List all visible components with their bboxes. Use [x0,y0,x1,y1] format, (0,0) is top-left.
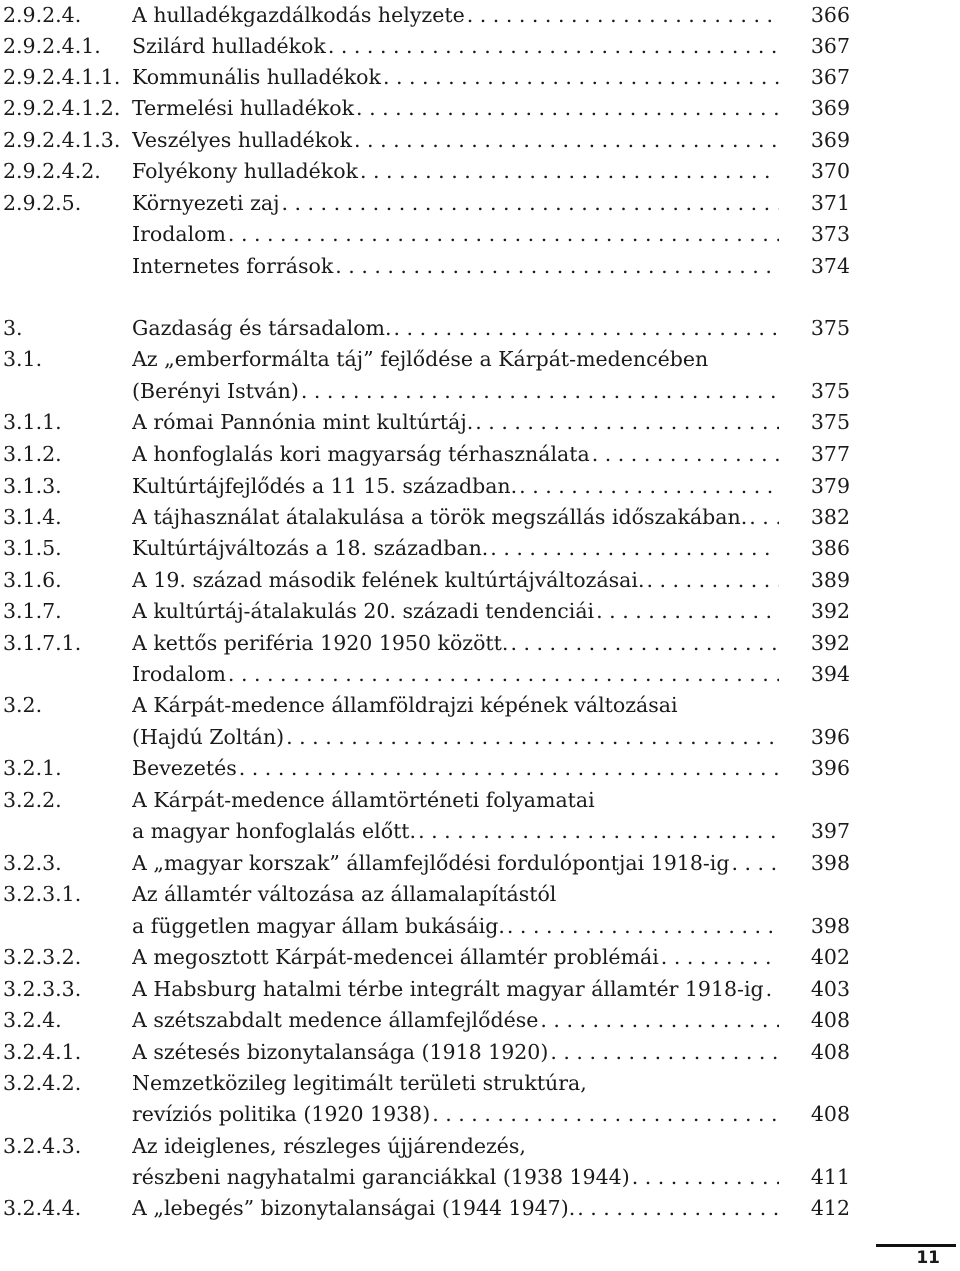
toc-entry-number: 2.9.2.4.1.1. [3,65,121,89]
toc-entry-title-line [132,596,779,627]
toc-entry-page: 370 [810,159,850,183]
toc-entry-number: 2.9.2.4.1.3. [3,128,121,152]
toc-entry [0,785,960,816]
dot-leader [577,1193,779,1224]
toc-entry-number: 2.9.2.4.2. [3,159,101,183]
dot-leader [550,1037,779,1068]
toc-entry-page: 394 [810,662,850,686]
toc-entry [0,848,960,879]
toc-entry-number: 3.2.3.1. [3,882,82,906]
footer-rule [876,1244,956,1247]
toc-entry-title-line [132,1162,779,1193]
toc-entry-title: A Habsburg hatalmi térbe integrált magyar államtér 1918-ig [132,977,764,1001]
toc-entry-title-line [132,93,779,124]
toc-entry-title: A kettős periféria 1920 1950 között. [132,631,509,655]
toc-entry-title-line [132,816,779,847]
toc-entry-title: A honfoglalás kori magyarság térhasználata [132,442,590,466]
toc-entry-page: 373 [810,222,850,246]
toc-entry-title-line [132,565,779,596]
toc-entry-title: A szétesés bizonytalansága (1918 1920) [132,1040,549,1064]
toc-entry [0,93,960,124]
toc-entry-page: 396 [810,725,850,749]
toc-entry-number: 3.2.3.3. [3,977,82,1001]
toc-entry [0,0,960,31]
toc-entry-title: A megosztott Kárpát-medencei államtér problémái [132,945,659,969]
toc-entry [0,1068,960,1099]
toc-entry [0,502,960,533]
toc-entry-page: 408 [810,1040,850,1064]
toc-entry-title: A Kárpát-medence államtörténeti folyamatai [132,788,595,812]
toc-entry-page: 392 [810,599,850,623]
toc-entry [0,376,960,407]
toc-entry-title: A szétszabdalt medence államfejlődése [132,1008,539,1032]
toc-entry [0,407,960,438]
dot-leader [228,219,779,250]
toc-entry-page: 375 [810,316,850,340]
toc-entry-title-line [132,848,779,879]
toc-entry-title-line [132,31,779,62]
toc-entry-title: A római Pannónia mint kultúrtáj. [132,410,474,434]
toc-entry-page: 374 [810,254,850,278]
toc-entry [0,753,960,784]
toc-entry-number: 3.1.7.1. [3,631,82,655]
toc-entry-page: 398 [810,914,850,938]
toc-entry-title: Az „emberformálta táj” fejlődése a Kárpát-medencében [132,347,709,371]
toc-entry-number: 3.1.4. [3,505,62,529]
toc-entry-page: 389 [810,568,850,592]
toc-entry [0,1099,960,1130]
toc-entry-page: 371 [810,191,850,215]
toc-entry-page: 367 [810,65,850,89]
toc-entry-title-line [132,1005,779,1036]
dot-leader [467,0,779,31]
dot-leader [475,407,779,438]
toc-entry [0,659,960,690]
toc-entry-title-line [132,219,779,250]
toc-entry-title: Szilárd hulladékok [132,34,326,58]
toc-entry [0,1162,960,1193]
toc-entry [0,816,960,847]
toc-entry-number: 3.1.1. [3,410,62,434]
toc-entry [0,1193,960,1224]
dot-leader [286,722,779,753]
dot-leader [335,251,779,282]
toc-entry [0,31,960,62]
toc-entry-title: Irodalom [132,222,226,246]
toc-entry [0,219,960,250]
dot-leader [507,911,779,942]
toc-entry-page: 369 [810,96,850,120]
toc-entry-page: 367 [810,34,850,58]
toc-entry-page: 382 [810,505,850,529]
toc-entry-number: 3.1.5. [3,536,62,560]
toc-entry-title: (Hajdú Zoltán) [132,725,285,749]
toc-entry-number: 2.9.2.4.1.2. [3,96,121,120]
toc-entry [0,313,960,344]
toc-entry-page: 412 [810,1196,850,1220]
toc-entry [0,1037,960,1068]
toc-entry [0,911,960,942]
toc-entry-title: Termelési hulladékok [132,96,355,120]
toc-entry-number: 3.2. [3,693,43,717]
toc-entry-title-line [132,188,779,219]
dot-leader [328,31,779,62]
toc-entry-number: 3.2.4.3. [3,1134,82,1158]
toc-entry [0,722,960,753]
toc-entry-page: 379 [810,474,850,498]
toc-entry-title-line [132,1099,779,1130]
dot-leader [301,376,779,407]
toc-entry [0,62,960,93]
toc-entry-title: A kultúrtáj-átalakulás 20. századi tendenciái [132,599,595,623]
toc-entry-page: 411 [810,1165,850,1189]
toc-entry-number: 3.1.7. [3,599,62,623]
toc-entry-title: Internetes források [132,254,334,278]
dot-leader [354,125,779,156]
toc-entry-title-line [132,942,779,973]
toc-entry-title-line [132,313,779,344]
toc-entry-number: 3.2.4.2. [3,1071,82,1095]
toc-entry-number: 2.9.2.4.1. [3,34,101,58]
toc-entry-title: revíziós politika (1920 1938) [132,1102,431,1126]
toc-entry [0,344,960,375]
toc-entry-page: 375 [810,410,850,434]
toc-entry [0,565,960,596]
dot-leader [239,753,779,784]
dot-leader [356,93,779,124]
dot-leader [766,974,779,1005]
toc-entry-title-line [132,974,779,1005]
toc-entry-title: A hulladékgazdálkodás helyzete [132,3,465,27]
toc-entry-title-line [132,690,779,721]
toc-entry-page: 402 [810,945,850,969]
toc-entry-title-line [132,753,779,784]
toc-entry-title-line [132,62,779,93]
toc-entry-title: Kultúrtájváltozás a 18. században. [132,536,489,560]
dot-leader [540,1005,779,1036]
toc-entry-number: 3.2.3. [3,851,62,875]
toc-entry-title-line [132,502,779,533]
toc-entry-number: 2.9.2.4. [3,3,82,27]
toc-entry [0,596,960,627]
toc-entry [0,628,960,659]
toc-entry [0,439,960,470]
toc-entry-title-line [132,251,779,282]
toc-entry-title-line [132,376,779,407]
toc-entry-title: Irodalom [132,662,226,686]
toc-entry-title: (Berényi István) [132,379,299,403]
dot-leader [596,596,779,627]
toc-entry [0,1131,960,1162]
dot-leader [519,471,779,502]
toc-entry [0,974,960,1005]
toc-entry-title-line [132,344,779,375]
toc-entry-page: 396 [810,756,850,780]
toc-entry [0,471,960,502]
toc-entry [0,690,960,721]
toc-entry-number: 2.9.2.5. [3,191,82,215]
toc-entry-page: 397 [810,819,850,843]
toc-entry-title-line [132,407,779,438]
toc-entry-title-line [132,0,779,31]
dot-leader [592,439,779,470]
toc-entry-number: 3.1.3. [3,474,62,498]
toc-entry-title: Nemzetközileg legitimált területi struktúra, [132,1071,587,1095]
toc-entry [0,942,960,973]
dot-leader [360,156,779,187]
toc-entry-title-line [132,439,779,470]
toc-entry [0,188,960,219]
toc-entry-title: Bevezetés [132,756,237,780]
toc-entry-title-line [132,879,779,910]
dot-leader [383,62,779,93]
toc-entry-title-line [132,533,779,564]
toc-entry-title: A tájhasználat átalakulása a török megszállás időszakában. [132,505,748,529]
toc-entry-page: 408 [810,1008,850,1032]
toc-entry-page: 392 [810,631,850,655]
toc-entry-number: 3.1.2. [3,442,62,466]
toc-entry-page: 375 [810,379,850,403]
toc-entry-number: 3.2.4. [3,1008,62,1032]
toc-entry-title-line [132,1068,779,1099]
toc-entry-number: 3.2.1. [3,756,62,780]
dot-leader [731,848,779,879]
toc-entry-page: 408 [810,1102,850,1126]
toc-entry-page: 377 [810,442,850,466]
toc-entry-title: Kommunális hulladékok [132,65,381,89]
dot-leader [490,533,779,564]
toc-entry-title: a magyar honfoglalás előtt. [132,819,417,843]
toc-entry-number: 3.2.4.1. [3,1040,82,1064]
toc-entry-title: Az államtér változása az államalapítástól [132,882,557,906]
toc-entry-title: A Kárpát-medence államföldrajzi képének változásai [132,693,678,717]
toc-entry [0,879,960,910]
toc-entry-title: Folyékony hulladékok [132,159,358,183]
toc-entry-number: 3.2.2. [3,788,62,812]
toc-entry [0,533,960,564]
toc-entry-title: Gazdaság és társadalom. [132,316,392,340]
toc-entry-number: 3.2.3.2. [3,945,82,969]
toc-entry-page: 398 [810,851,850,875]
toc-entry-number: 3.1. [3,347,43,371]
toc-entry-title-line [132,156,779,187]
toc-entry-title: Az ideiglenes, részleges újjárendezés, [132,1134,526,1158]
toc-entry [0,156,960,187]
dot-leader [418,816,779,847]
toc-entry-page: 403 [810,977,850,1001]
toc-entry [0,125,960,156]
toc-entry [0,251,960,282]
toc-entry-title: Kultúrtájfejlődés a 11 15. században. [132,474,518,498]
toc-entry-title-line [132,659,779,690]
toc-entry-page: 366 [810,3,850,27]
toc-entry-title-line [132,722,779,753]
toc-entry-number: 3.1.6. [3,568,62,592]
toc-entry-page: 369 [810,128,850,152]
toc-entry-title: A „magyar korszak” államfejlődési fordulópontjai 1918-ig [132,851,730,875]
page-number: 11 [916,1248,940,1268]
dot-leader [281,188,779,219]
dot-leader [632,1162,779,1193]
toc-entry-title-line [132,471,779,502]
toc-entry-title-line [132,785,779,816]
dot-leader [510,628,779,659]
toc-entry-title: Környezeti zaj [132,191,280,215]
toc-entry-title-line [132,1193,779,1224]
toc-entry-title-line [132,125,779,156]
toc-entry [0,1005,960,1036]
toc-entry-title: részbeni nagyhatalmi garanciákkal (1938 1944) [132,1165,630,1189]
toc-entry-title-line [132,1131,779,1162]
toc-entry-number: 3. [3,316,23,340]
toc-entry-title-line [132,911,779,942]
toc-entry-page: 386 [810,536,850,560]
toc-entry-title: a független magyar állam bukásáig. [132,914,505,938]
toc-entry-number: 3.2.4.4. [3,1196,82,1220]
toc-entry-title-line [132,628,779,659]
toc-entry-title: A 19. század második felének kultúrtájváltozásai. [132,568,645,592]
dot-leader [432,1099,779,1130]
dot-leader [394,313,780,344]
toc-entry-title: Veszélyes hulladékok [132,128,352,152]
dot-leader [228,659,779,690]
toc-entry-title-line [132,1037,779,1068]
toc-entry-title: A „lebegés” bizonytalanságai (1944 1947). [132,1196,576,1220]
dot-leader [749,502,779,533]
dot-leader [646,565,779,596]
dot-leader [661,942,779,973]
